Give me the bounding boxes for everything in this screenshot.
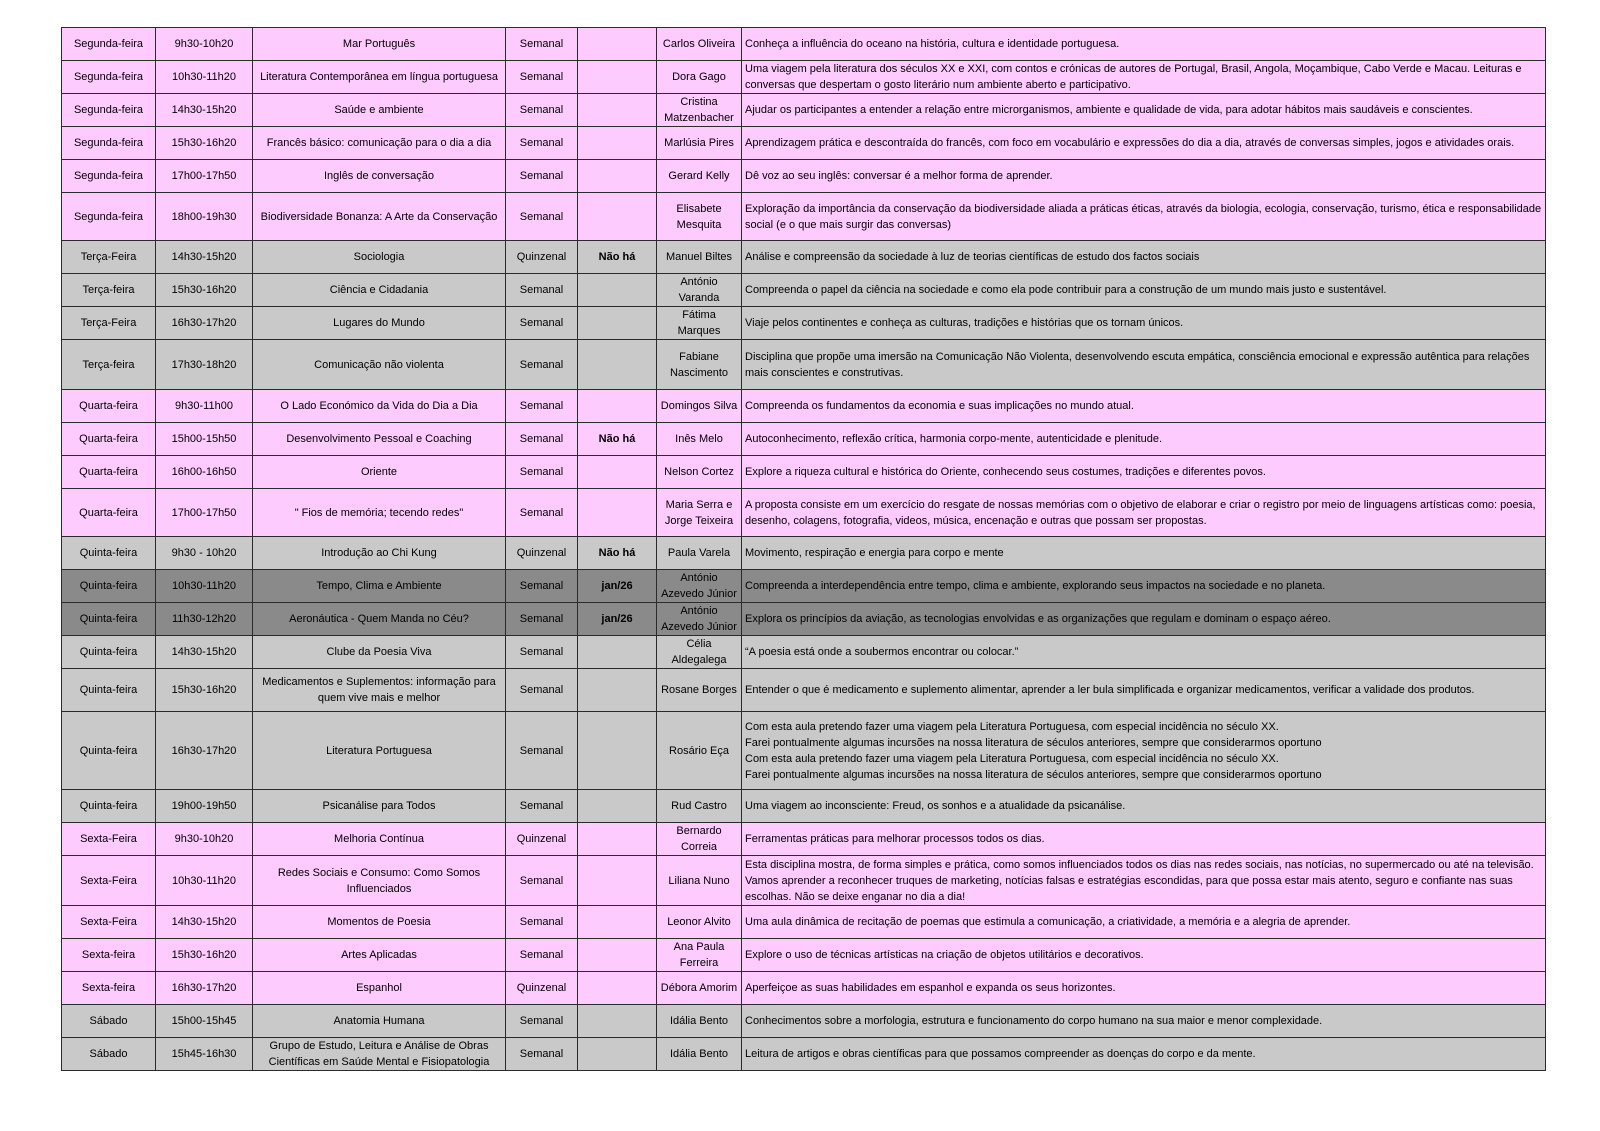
frequency-cell: Semanal bbox=[506, 28, 578, 61]
description-cell: Explora os princípios da aviação, as tecnologias envolvidas e as organizações que regulam e dominam o espaço aéreo. bbox=[742, 603, 1546, 636]
description-cell: Aperfeiçoe as suas habilidades em espanhol e expanda os seus horizontes. bbox=[742, 972, 1546, 1005]
subject-cell: Medicamentos e Suplementos: informação para quem vive mais e melhor bbox=[253, 669, 506, 712]
time-cell: 14h30-15h20 bbox=[156, 906, 253, 939]
start-date-cell bbox=[578, 712, 657, 790]
start-date-cell bbox=[578, 972, 657, 1005]
table-row bbox=[62, 489, 1546, 537]
description-cell: Uma viagem pela literatura dos séculos XX e XXI, com contos e crónicas de autores de Portugal, Brasil, Angola, Moçambique, Cabo Verde e Macau. Leituras e conversas que despertam o gosto literário num ambiente aberto e participativo. bbox=[742, 61, 1546, 94]
time-cell: 14h30-15h20 bbox=[156, 94, 253, 127]
start-date-cell bbox=[578, 1038, 657, 1071]
description-cell: Análise e compreensão da sociedade à luz de teorias científicas de estudo dos factos sociais bbox=[742, 241, 1546, 274]
teacher-cell: Fátima Marques bbox=[657, 307, 742, 340]
start-date-cell: jan/26 bbox=[578, 603, 657, 636]
table-row bbox=[62, 390, 1546, 423]
description-cell: Compreenda os fundamentos da economia e suas implicações no mundo atual. bbox=[742, 390, 1546, 423]
frequency-cell: Semanal bbox=[506, 669, 578, 712]
time-cell: 14h30-15h20 bbox=[156, 636, 253, 669]
weekday-cell: Segunda-feira bbox=[62, 94, 156, 127]
weekday-cell: Quinta-feira bbox=[62, 636, 156, 669]
start-date-cell bbox=[578, 160, 657, 193]
teacher-cell: Dora Gago bbox=[657, 61, 742, 94]
weekday-cell: Quarta-feira bbox=[62, 489, 156, 537]
weekday-cell: Segunda-feira bbox=[62, 160, 156, 193]
teacher-cell: Cristina Matzenbacher bbox=[657, 94, 742, 127]
teacher-cell: Domingos Silva bbox=[657, 390, 742, 423]
weekday-cell: Segunda-feira bbox=[62, 28, 156, 61]
description-cell: Com esta aula pretendo fazer uma viagem pela Literatura Portuguesa, com especial incidência no século XX. Farei pontualmente algumas incursões na nossa literatura de séculos anteriores, sempre que considerarmos oportuno Com esta aula pretendo fazer uma viagem pela Literatura Portuguesa, com especial incidência no século XX. Farei pontualmente algumas incursões na nossa literatura de séculos anteriores, sempre que considerarmos oportuno bbox=[742, 712, 1546, 790]
frequency-cell: Semanal bbox=[506, 1038, 578, 1071]
table-row bbox=[62, 274, 1546, 307]
description-cell: Compreenda o papel da ciência na sociedade e como ela pode contribuir para a construção de um mundo mais justo e sustentável. bbox=[742, 274, 1546, 307]
table-row bbox=[62, 61, 1546, 94]
time-cell: 15h30-16h20 bbox=[156, 127, 253, 160]
weekday-cell: Terça-feira bbox=[62, 274, 156, 307]
teacher-cell: Marlúsia Pires bbox=[657, 127, 742, 160]
start-date-cell bbox=[578, 669, 657, 712]
teacher-cell: Rosane Borges bbox=[657, 669, 742, 712]
weekday-cell: Segunda-feira bbox=[62, 127, 156, 160]
frequency-cell: Semanal bbox=[506, 160, 578, 193]
weekday-cell: Quinta-feira bbox=[62, 669, 156, 712]
table-row bbox=[62, 28, 1546, 61]
time-cell: 15h30-16h20 bbox=[156, 939, 253, 972]
weekday-cell: Quinta-feira bbox=[62, 712, 156, 790]
weekday-cell: Quarta-feira bbox=[62, 390, 156, 423]
frequency-cell: Semanal bbox=[506, 790, 578, 823]
start-date-cell bbox=[578, 906, 657, 939]
start-date-cell bbox=[578, 790, 657, 823]
weekday-cell: Terça-Feira bbox=[62, 241, 156, 274]
time-cell: 14h30-15h20 bbox=[156, 241, 253, 274]
description-cell: Ferramentas práticas para melhorar processos todos os dias. bbox=[742, 823, 1546, 856]
start-date-cell bbox=[578, 28, 657, 61]
subject-cell: Clube da Poesia Viva bbox=[253, 636, 506, 669]
table-row bbox=[62, 160, 1546, 193]
description-cell: “A poesia está onde a soubermos encontrar ou colocar.” bbox=[742, 636, 1546, 669]
table-row bbox=[62, 712, 1546, 790]
time-cell: 17h00-17h50 bbox=[156, 160, 253, 193]
frequency-cell: Semanal bbox=[506, 636, 578, 669]
subject-cell: Anatomia Humana bbox=[253, 1005, 506, 1038]
table-row bbox=[62, 856, 1546, 906]
table-row bbox=[62, 906, 1546, 939]
subject-cell: Espanhol bbox=[253, 972, 506, 1005]
frequency-cell: Semanal bbox=[506, 570, 578, 603]
description-cell: Conheça a influência do oceano na história, cultura e identidade portuguesa. bbox=[742, 28, 1546, 61]
frequency-cell: Semanal bbox=[506, 712, 578, 790]
teacher-cell: Maria Serra e Jorge Teixeira bbox=[657, 489, 742, 537]
teacher-cell: António Azevedo Júnior bbox=[657, 570, 742, 603]
teacher-cell: Manuel Biltes bbox=[657, 241, 742, 274]
teacher-cell: António Azevedo Júnior bbox=[657, 603, 742, 636]
frequency-cell: Semanal bbox=[506, 340, 578, 390]
table-row bbox=[62, 94, 1546, 127]
time-cell: 16h30-17h20 bbox=[156, 307, 253, 340]
weekday-cell: Quinta-feira bbox=[62, 790, 156, 823]
teacher-cell: Carlos Oliveira bbox=[657, 28, 742, 61]
schedule-body bbox=[62, 28, 1546, 1071]
weekday-cell: Sábado bbox=[62, 1005, 156, 1038]
frequency-cell: Semanal bbox=[506, 127, 578, 160]
table-row bbox=[62, 1038, 1546, 1071]
start-date-cell bbox=[578, 939, 657, 972]
frequency-cell: Semanal bbox=[506, 307, 578, 340]
subject-cell: " Fios de memória; tecendo redes" bbox=[253, 489, 506, 537]
table-row bbox=[62, 790, 1546, 823]
time-cell: 16h30-17h20 bbox=[156, 712, 253, 790]
frequency-cell: Semanal bbox=[506, 423, 578, 456]
table-row bbox=[62, 340, 1546, 390]
teacher-cell: Ana Paula Ferreira bbox=[657, 939, 742, 972]
weekday-cell: Quinta-feira bbox=[62, 570, 156, 603]
subject-cell: Melhoria Contínua bbox=[253, 823, 506, 856]
time-cell: 9h30-10h20 bbox=[156, 823, 253, 856]
description-cell: Autoconhecimento, reflexão crítica, harmonia corpo-mente, autenticidade e plenitude. bbox=[742, 423, 1546, 456]
frequency-cell: Quinzenal bbox=[506, 823, 578, 856]
description-cell: Leitura de artigos e obras científicas para que possamos compreender as doenças do corpo e da mente. bbox=[742, 1038, 1546, 1071]
description-cell: A proposta consiste em um exercício do resgate de nossas memórias com o objetivo de elaborar e criar o registro por meio de linguagens artísticas como: poesia, desenho, colagens, fotografia, videos, música, encenação e outras que possam ser propostas. bbox=[742, 489, 1546, 537]
frequency-cell: Semanal bbox=[506, 193, 578, 241]
weekday-cell: Segunda-feira bbox=[62, 193, 156, 241]
description-cell: Movimento, respiração e energia para corpo e mente bbox=[742, 537, 1546, 570]
start-date-cell bbox=[578, 856, 657, 906]
subject-cell: Saúde e ambiente bbox=[253, 94, 506, 127]
frequency-cell: Semanal bbox=[506, 939, 578, 972]
start-date-cell bbox=[578, 636, 657, 669]
weekday-cell: Sexta-Feira bbox=[62, 856, 156, 906]
description-cell: Ajudar os participantes a entender a relação entre microrganismos, ambiente e qualidade de vida, para adotar hábitos mais saudáveis e conscientes. bbox=[742, 94, 1546, 127]
teacher-cell: Paula Varela bbox=[657, 537, 742, 570]
table-row bbox=[62, 423, 1546, 456]
description-cell: Uma aula dinâmica de recitação de poemas que estimula a comunicação, a criatividade, a memória e a alegria de aprender. bbox=[742, 906, 1546, 939]
table-row bbox=[62, 570, 1546, 603]
subject-cell: Comunicação não violenta bbox=[253, 340, 506, 390]
start-date-cell bbox=[578, 489, 657, 537]
weekday-cell: Segunda-feira bbox=[62, 61, 156, 94]
teacher-cell: Bernardo Correia bbox=[657, 823, 742, 856]
start-date-cell bbox=[578, 340, 657, 390]
frequency-cell: Semanal bbox=[506, 603, 578, 636]
start-date-cell bbox=[578, 193, 657, 241]
time-cell: 15h00-15h50 bbox=[156, 423, 253, 456]
start-date-cell bbox=[578, 61, 657, 94]
time-cell: 17h30-18h20 bbox=[156, 340, 253, 390]
frequency-cell: Semanal bbox=[506, 61, 578, 94]
description-cell: Esta disciplina mostra, de forma simples e prática, como somos influenciados todos os dias nas redes sociais, nas notícias, no supermercado ou até na televisão. Vamos aprender a reconhecer truques de marketing, notícias falsas e estratégias escondidas, para que possa estar mais atento, seguro e confiante nas suas escolhas. Não se deixe enganar no dia a dia! bbox=[742, 856, 1546, 906]
time-cell: 19h00-19h50 bbox=[156, 790, 253, 823]
time-cell: 18h00-19h30 bbox=[156, 193, 253, 241]
subject-cell: Ciência e Cidadania bbox=[253, 274, 506, 307]
subject-cell: Momentos de Poesia bbox=[253, 906, 506, 939]
teacher-cell: Débora Amorim bbox=[657, 972, 742, 1005]
table-row bbox=[62, 241, 1546, 274]
description-cell: Uma viagem ao inconsciente: Freud, os sonhos e a atualidade da psicanálise. bbox=[742, 790, 1546, 823]
table-row bbox=[62, 537, 1546, 570]
teacher-cell: Idália Bento bbox=[657, 1005, 742, 1038]
time-cell: 15h45-16h30 bbox=[156, 1038, 253, 1071]
start-date-cell bbox=[578, 274, 657, 307]
teacher-cell: Liliana Nuno bbox=[657, 856, 742, 906]
time-cell: 16h00-16h50 bbox=[156, 456, 253, 489]
time-cell: 9h30-10h20 bbox=[156, 28, 253, 61]
table-row bbox=[62, 193, 1546, 241]
subject-cell: Introdução ao Chi Kung bbox=[253, 537, 506, 570]
start-date-cell: Não há bbox=[578, 537, 657, 570]
description-cell: Compreenda a interdependência entre tempo, clima e ambiente, explorando seus impactos na sociedade e no planeta. bbox=[742, 570, 1546, 603]
teacher-cell: Inês Melo bbox=[657, 423, 742, 456]
subject-cell: Francês básico: comunicação para o dia a dia bbox=[253, 127, 506, 160]
schedule-table bbox=[61, 27, 1546, 1071]
table-row bbox=[62, 603, 1546, 636]
weekday-cell: Sexta-feira bbox=[62, 939, 156, 972]
time-cell: 15h30-16h20 bbox=[156, 274, 253, 307]
frequency-cell: Semanal bbox=[506, 489, 578, 537]
subject-cell: Grupo de Estudo, Leitura e Análise de Obras Científicas em Saúde Mental e Fisiopatologia bbox=[253, 1038, 506, 1071]
subject-cell: O Lado Económico da Vida do Dia a Dia bbox=[253, 390, 506, 423]
weekday-cell: Sexta-Feira bbox=[62, 906, 156, 939]
description-cell: Conhecimentos sobre a morfologia, estrutura e funcionamento do corpo humano na sua maior e menor complexidade. bbox=[742, 1005, 1546, 1038]
time-cell: 10h30-11h20 bbox=[156, 61, 253, 94]
time-cell: 15h00-15h45 bbox=[156, 1005, 253, 1038]
subject-cell: Sociologia bbox=[253, 241, 506, 274]
subject-cell: Tempo, Clima e Ambiente bbox=[253, 570, 506, 603]
description-cell: Exploração da importância da conservação da biodiversidade aliada a práticas éticas, através da biologia, ecologia, conservação, turismo, ética e responsabilidade social (e o que mais surgir das conversas) bbox=[742, 193, 1546, 241]
description-cell: Disciplina que propõe uma imersão na Comunicação Não Violenta, desenvolvendo escuta empática, consciência emocional e expressão autêntica para relações mais conscientes e construtivas. bbox=[742, 340, 1546, 390]
start-date-cell bbox=[578, 390, 657, 423]
subject-cell: Desenvolvimento Pessoal e Coaching bbox=[253, 423, 506, 456]
frequency-cell: Semanal bbox=[506, 456, 578, 489]
teacher-cell: Elisabete Mesquita bbox=[657, 193, 742, 241]
time-cell: 11h30-12h20 bbox=[156, 603, 253, 636]
frequency-cell: Semanal bbox=[506, 94, 578, 127]
subject-cell: Oriente bbox=[253, 456, 506, 489]
time-cell: 17h00-17h50 bbox=[156, 489, 253, 537]
description-cell: Explore o uso de técnicas artísticas na criação de objetos utilitários e decorativos. bbox=[742, 939, 1546, 972]
frequency-cell: Semanal bbox=[506, 906, 578, 939]
time-cell: 10h30-11h20 bbox=[156, 856, 253, 906]
frequency-cell: Semanal bbox=[506, 1005, 578, 1038]
subject-cell: Redes Sociais e Consumo: Como Somos Influenciados bbox=[253, 856, 506, 906]
weekday-cell: Quinta-feira bbox=[62, 603, 156, 636]
teacher-cell: António Varanda bbox=[657, 274, 742, 307]
description-cell: Entender o que é medicamento e suplemento alimentar, aprender a ler bula simplificada e organizar medicamentos, verificar a validade dos produtos. bbox=[742, 669, 1546, 712]
subject-cell: Literatura Contemporânea em língua portuguesa bbox=[253, 61, 506, 94]
frequency-cell: Quinzenal bbox=[506, 241, 578, 274]
subject-cell: Inglês de conversação bbox=[253, 160, 506, 193]
table-row bbox=[62, 456, 1546, 489]
frequency-cell: Semanal bbox=[506, 390, 578, 423]
weekday-cell: Terça-feira bbox=[62, 340, 156, 390]
subject-cell: Biodiversidade Bonanza: A Arte da Conservação bbox=[253, 193, 506, 241]
frequency-cell: Quinzenal bbox=[506, 972, 578, 1005]
description-cell: Viaje pelos continentes e conheça as culturas, tradições e histórias que os tornam únicos. bbox=[742, 307, 1546, 340]
subject-cell: Psicanálise para Todos bbox=[253, 790, 506, 823]
subject-cell: Lugares do Mundo bbox=[253, 307, 506, 340]
start-date-cell bbox=[578, 456, 657, 489]
subject-cell: Artes Aplicadas bbox=[253, 939, 506, 972]
start-date-cell: Não há bbox=[578, 241, 657, 274]
frequency-cell: Semanal bbox=[506, 274, 578, 307]
time-cell: 9h30-11h00 bbox=[156, 390, 253, 423]
table-row bbox=[62, 636, 1546, 669]
description-cell: Dê voz ao seu inglês: conversar é a melhor forma de aprender. bbox=[742, 160, 1546, 193]
start-date-cell bbox=[578, 823, 657, 856]
weekday-cell: Sexta-feira bbox=[62, 972, 156, 1005]
weekday-cell: Quarta-feira bbox=[62, 456, 156, 489]
weekday-cell: Quarta-feira bbox=[62, 423, 156, 456]
teacher-cell: Idália Bento bbox=[657, 1038, 742, 1071]
start-date-cell: jan/26 bbox=[578, 570, 657, 603]
time-cell: 10h30-11h20 bbox=[156, 570, 253, 603]
table-row bbox=[62, 823, 1546, 856]
frequency-cell: Semanal bbox=[506, 856, 578, 906]
table-row bbox=[62, 669, 1546, 712]
time-cell: 9h30 - 10h20 bbox=[156, 537, 253, 570]
teacher-cell: Rud Castro bbox=[657, 790, 742, 823]
subject-cell: Aeronáutica - Quem Manda no Céu? bbox=[253, 603, 506, 636]
start-date-cell bbox=[578, 307, 657, 340]
table-row bbox=[62, 307, 1546, 340]
start-date-cell bbox=[578, 127, 657, 160]
weekday-cell: Sexta-Feira bbox=[62, 823, 156, 856]
table-row bbox=[62, 1005, 1546, 1038]
time-cell: 15h30-16h20 bbox=[156, 669, 253, 712]
table-row bbox=[62, 972, 1546, 1005]
subject-cell: Literatura Portuguesa bbox=[253, 712, 506, 790]
start-date-cell bbox=[578, 1005, 657, 1038]
start-date-cell bbox=[578, 94, 657, 127]
teacher-cell: Fabiane Nascimento bbox=[657, 340, 742, 390]
teacher-cell: Célia Aldegalega bbox=[657, 636, 742, 669]
teacher-cell: Leonor Alvito bbox=[657, 906, 742, 939]
time-cell: 16h30-17h20 bbox=[156, 972, 253, 1005]
teacher-cell: Gerard Kelly bbox=[657, 160, 742, 193]
start-date-cell: Não há bbox=[578, 423, 657, 456]
subject-cell: Mar Português bbox=[253, 28, 506, 61]
weekday-cell: Quinta-feira bbox=[62, 537, 156, 570]
teacher-cell: Rosário Eça bbox=[657, 712, 742, 790]
description-cell: Aprendizagem prática e descontraída do francês, com foco em vocabulário e expressões do dia a dia, através de conversas simples, jogos e atividades orais. bbox=[742, 127, 1546, 160]
table-row bbox=[62, 127, 1546, 160]
table-row bbox=[62, 939, 1546, 972]
weekday-cell: Terça-Feira bbox=[62, 307, 156, 340]
weekday-cell: Sábado bbox=[62, 1038, 156, 1071]
teacher-cell: Nelson Cortez bbox=[657, 456, 742, 489]
description-cell: Explore a riqueza cultural e histórica do Oriente, conhecendo seus costumes, tradições e diferentes povos. bbox=[742, 456, 1546, 489]
frequency-cell: Quinzenal bbox=[506, 537, 578, 570]
